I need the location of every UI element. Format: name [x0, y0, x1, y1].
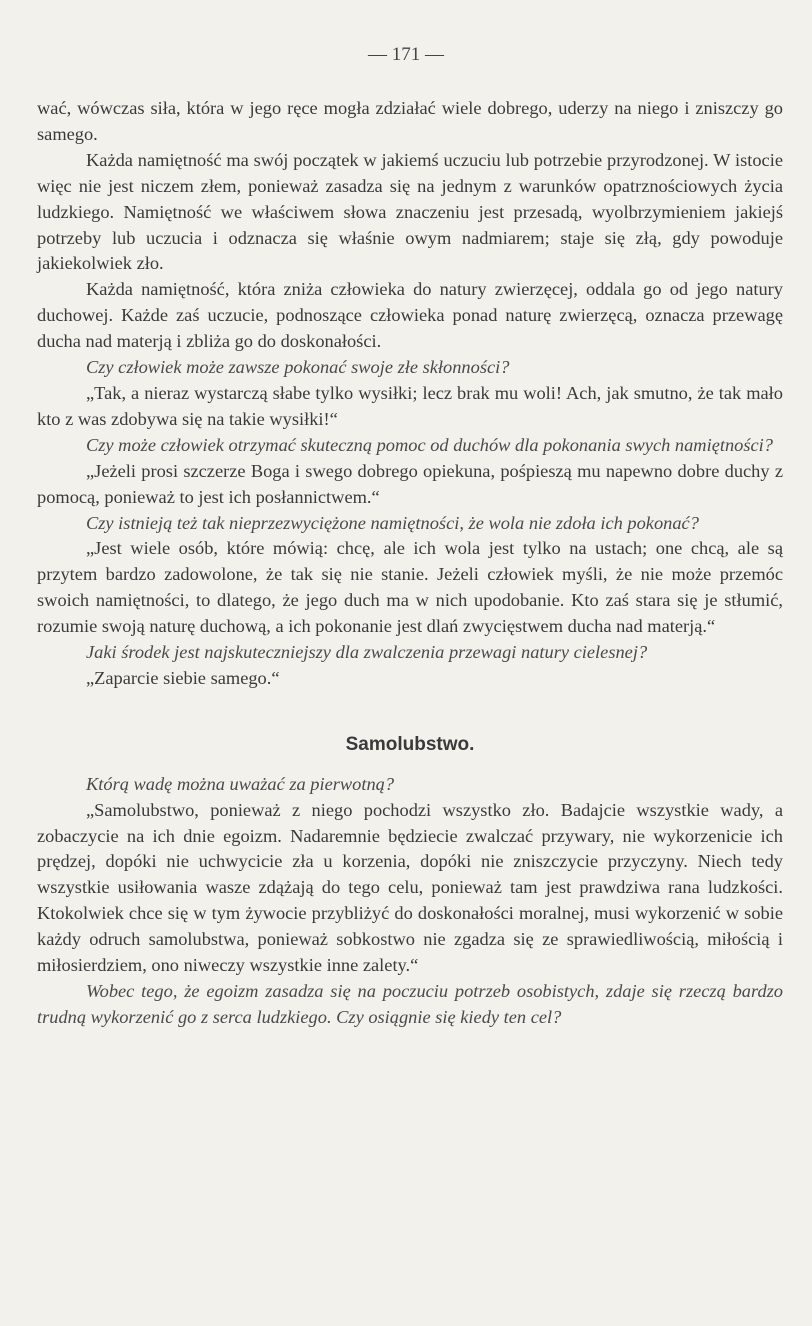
question-paragraph: Wobec tego, że egoizm zasadza się na poczuciu potrzeb osobistych, zdaje się rzeczą bardzo trudną wykorzenić go z serca ludzkiego. Czy osiągnie się kiedy ten cel? — [37, 981, 783, 1027]
question-paragraph: Czy człowiek może zawsze pokonać swoje złe skłonności? — [86, 357, 510, 378]
paragraph: „Samolubstwo, ponieważ z niego pochodzi wszystko zło. Badajcie wszystkie wady, a zobaczycie na ich dnie egoizm. Nadaremnie będziecie zwalczać przywary, nie wykorzenicie ich prędzej, dopóki nie uchwycicie zła u korzenia, dopóki nie zniszczycie przyczyny. Niech tedy wszystkie usiłowania wasze zdążają do tego celu, ponieważ tam jest prawdziwa rana ludzkości. Ktokolwiek chce się w tym żywocie przybliżyć do doskonałości moralnej, musi wykorzenić w sobie każdy odruch samolubstwa, ponieważ sobkostwo nie zgadza się ze sprawiedliwością, miłością i miłosierdziem, ono niweczy wszystkie inne zalety.“ — [37, 799, 783, 976]
paragraph: „Tak, a nieraz wystarczą słabe tylko wysiłki; lecz brak mu woli! Ach, jak smutno, że tak mało kto z was zdobywa się na takie wysiłki!“ — [37, 382, 783, 429]
paragraph: „Jeżeli prosi szczerze Boga i swego dobrego opiekuna, pośpieszą mu napewno dobre duchy z pomocą, ponieważ to jest ich posłannictwem.“ — [37, 460, 783, 507]
section-heading: Samolubstwo. — [345, 733, 475, 755]
page-number: — 171 — — [368, 44, 444, 65]
paragraph: Każda namiętność, która zniża człowieka do natury zwierzęcej, oddala go od jego natury duchowej. Każde zaś uczucie, podnoszące człowieka ponad naturę zwierzęcą, oznacza przewagę ducha nad materją i zbliża go do doskonałości. — [37, 279, 783, 352]
paragraph: wać, wówczas siła, która w jego ręce mogła zdziałać wiele dobrego, uderzy na niego i zniszczy go samego. — [37, 98, 783, 144]
question-paragraph: Jaki środek jest najskuteczniejszy dla zwalczenia przewagi natury cielesnej? — [86, 642, 648, 663]
question-paragraph: Czy istnieją też tak nieprzezwyciężone namiętności, że wola nie zdoła ich pokonać? — [86, 512, 699, 533]
paragraph: „Zaparcie siebie samego.“ — [86, 667, 280, 688]
text-section-1 — [37, 96, 783, 692]
page-body — [37, 96, 783, 1031]
question-paragraph: Czy może człowiek otrzymać skuteczną pomoc od duchów dla pokonania swych namiętności? — [86, 434, 773, 455]
question-paragraph: Którą wadę można uważać za pierwotną? — [86, 773, 395, 794]
paragraph: Każda namiętność ma swój początek w jakiemś uczuciu lub potrzebie przyrodzonej. W istocie więc nie jest niczem złem, ponieważ zasadza się na jednym z warunków opatrznościowych życia ludzkiego. Namiętność we właściwem słowa znaczeniu jest przesadą, wyolbrzymieniem jakiejś potrzeby lub uczucia i odznacza się właśnie owym nadmiarem; staje się złą, gdy powoduje jakiekolwiek zło. — [37, 149, 783, 274]
paragraph: „Jest wiele osób, które mówią: chcę, ale ich wola jest tylko na ustach; one chcą, ale są przytem bardzo zadowolone, że tak się nie stanie. Jeżeli człowiek myśli, że nie może przemóc swoich namiętności, to dlatego, że jego duch ma w nich upodobanie. Kto zaś stara się je stłumić, rozumie swoją naturę duchową, a ich pokonanie jest dlań zwycięstwem ducha nad materją.“ — [37, 538, 783, 637]
text-section-2 — [37, 772, 783, 1031]
